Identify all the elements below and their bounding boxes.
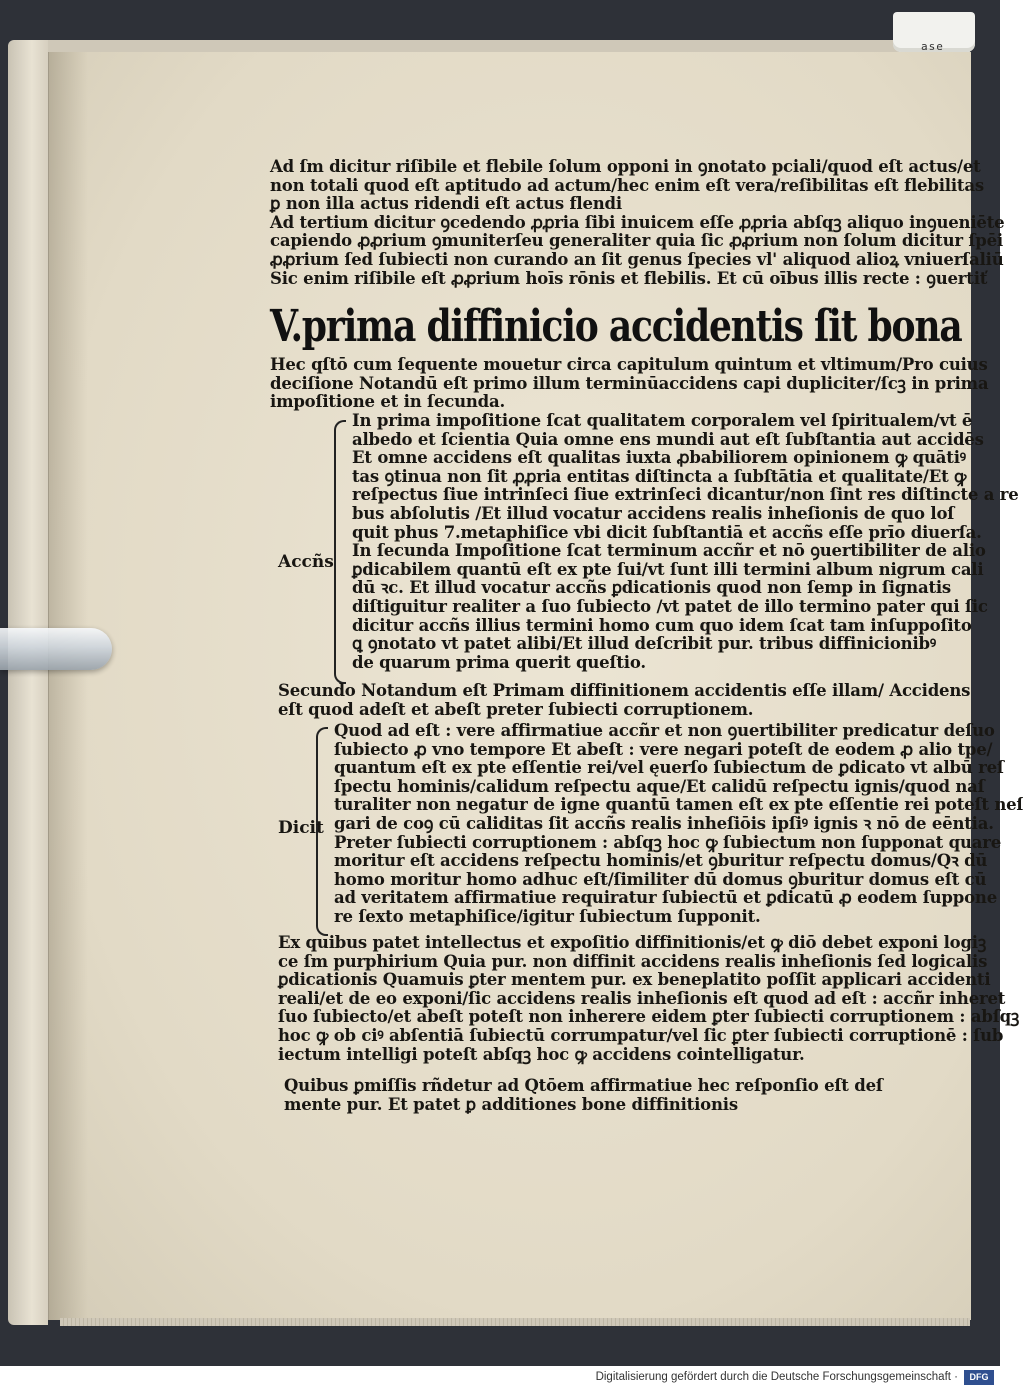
text-line: Sic enim riſibile eſt ꝓꝓrium hoīs rōnis et flebilis. Et cū oībus illis recte : ꝯuertiť [270,268,988,288]
text-line: Secundo Notandum eſt Primam diffinitionem accidentis eſſe illam/ Accidens [278,681,971,700]
text-block-5 [284,1077,910,1114]
text-line: Quod ad eſt : vere affirmatiue accñr et non ꝯuertibiliter predicatur deſuo [334,721,995,740]
text-line: bus abſolutis /Et illud vocatur accidens realis inheſionis de quo loſ [352,503,955,523]
text-line: ꝑdicationis Quamuis ꝑter mentem pur. ex beneplatito poſſit applicari accidenti [278,970,991,990]
text-line: reali/et de eo exponi/ſic accidens realis inheſionis eſt quod ad eſt : accñr inheret [278,988,1006,1008]
bracket-text-2 [334,721,1023,927]
text-line: dicitur accñs illius termini homo cum quo idem ſcat tam inſuppoſito [352,615,972,635]
page-holder-rod [0,628,112,670]
text-line: Preter ſubiecti corruptionem : abſqꝫ hoc ꝙ ſubiectum non ſupponat quare [334,832,1002,852]
page-edges [60,1318,970,1326]
text-line: dū ꝛc. Et illud vocatur accñs ꝑdicationis quod non ſemp in ſignatis [352,578,952,598]
text-line: quantum eſt ex pte eſſentie rei/vel ęuerſo ſubiectum de ꝑdicato vt albū reſ [334,758,1004,778]
bracket-text-1 [352,411,1019,672]
margin-note-accns: Accñs [278,552,334,572]
text-line: In prima impoſitione ſcat qualitatem corporalem vel ſpiritualem/vt ē [352,411,973,430]
text-line: impoſitione et in ſecunda. [270,392,506,412]
text-line: capiendo ꝓꝓrium ꝯmuniterſeu generaliter quia ſic ꝓꝓrium non ſolum dicitur ſpēi [270,231,1004,251]
text-line: ſubiecto ꝓ vno tempore Et abeſt : vere negari poteſt de eodem ꝓ alio tpe/ [334,739,993,759]
text-line: de quarum prima querit queſtio. [352,652,646,672]
text-line: ad veritatem affirmatiue requiratur ſubiectū et ꝑdicatū ꝓ eodem ſuppone [334,888,997,908]
shelf-label-clip [893,12,975,52]
text-line: Ad tertium dicitur ꝯcedendo ꝓꝓria ſibi inuicem eſſe ꝓꝓria abſqꝫ aliquo inꝯueniēte [270,212,1005,232]
text-block-4 [278,933,1020,1064]
text-line: iectum intelligi poteſt abſqꝫ hoc ꝙ accidens cointelligatur. [278,1044,805,1064]
book-edge [8,40,48,1325]
text-line: ſpectu hominis/calidum reſpectu aque/Et calidū reſpectu ignis/quod naſ [334,776,985,796]
text-line: Hec qſtō cum ſequente mouetur circa capitulum quintum et vltimum/Pro cuius [270,355,988,374]
dfg-logo: DFG [964,1370,994,1385]
text-line: re ſexto metaphiſice/igitur ſubiectum ſupponit. [334,906,761,926]
text-line: homo moritur homo adhuc eſt/ſimiliter dū domus ꝯburitur domus eſt cū [334,869,987,889]
brace-1 [334,420,346,684]
text-line: quit phus 7.metaphiſice vbi dicit ſubſtantiā et accñs eſſe prīo diuerſa. [352,522,982,542]
shelf-label-text: ase [921,40,944,53]
text-line: In ſecunda Impoſitione ſcat terminum accñr et nō ꝯuertibiliter de alio [352,541,986,561]
text-line: hoc ꝙ ob ciꝰ abſentiā ſubiectū corrumpatur/vel ſic ꝑter ſubiecti corruptionē : ſub [278,1025,1004,1045]
text-line: gari de coꝯ cū caliditas ſit accñs realis inheſiōis ipſiꝰ ignis ꝛ nō de eēntia. [334,813,994,833]
text-line: ce ſm purphirium Quia pur. non diffinit accidens realis inheſionis ſed logicalis [278,951,988,971]
text-line: diſtiguitur realiter a ſuo ſubiecto /vt patet de illo termino pater qui ſic [352,596,988,616]
margin-note-dicit: Dicit [278,818,324,838]
text-block-3 [278,681,971,719]
text-line: albedo et ſcientia Quia omne ens mundi aut eſt ſubſtantia aut accidēs [352,429,984,449]
text-line: eſt quod adeſt et abeſt preter ſubiecti corruptionem. [278,699,754,719]
text-line: tas ꝯtinua non ſit ꝓꝓria entitas diſtincta a ſubſtātia et qualitate/Et ꝙ [352,466,967,486]
footer-bar [0,1366,1000,1391]
text-line: ꝑ non illa actus ridendi eſt actus flendi [270,194,622,214]
text-line: ꝑdicabilem quantū eſt ex pte ſui/vt ſunt illi termini album nigrum cali [352,559,984,579]
text-line: ſuo ſubiecto/et abeſt poteſt non inherere eidem ꝑter ſubiecti corruptionem : abſqꝫ [278,1007,1020,1027]
text-block-1 [270,157,1005,288]
text-line: Et omne accidens eſt qualitas iuxta ꝓbabiliorem opinionem ꝙ quātiꝰ [352,448,966,468]
question-heading: V.prima diffinicio accidentis ſit bona [270,301,962,352]
text-line: non totali quod eſt aptitudo ad actum/hec enim eſt vera/reſibilitas eſt flebilitas [270,175,984,195]
text-line: Ex quibus patet intellectus et expoſitio diffinitionis/et ꝙ diō debet exponi logiꝫ [278,933,987,952]
text-line: ꝓꝓrium ſed ſubiecti non curando an ſit genus ſpecies vl' aliquod alioꝝ vniuerſaliū [270,249,1004,269]
gutter-shadow [48,52,88,1320]
text-line: moritur eſt accidens reſpectu hominis/et ꝯburitur reſpectu domus/Qꝛ dū [334,851,988,871]
footer-credit: Digitalisierung gefördert durch die Deutsche Forschungsgemeinschaft · [595,1371,958,1383]
text-line: deciſione Notandū eſt primo illum terminūaccidens capi dupliciter/ſcꝫ in prima [270,373,989,393]
text-line: reſpectus ſiue intrinſeci ſiue extrinſeci dicantur/non ſint res diſtincte a re [352,485,1019,505]
text-line: ꝗ ꝯnotato vt patet alibi/Et illud deſcribit pur. tribus diffinicionibꝰ [352,634,936,654]
text-line: turaliter non negatur de igne quantū tamen eſt ex pte eſſentie rei poteſt neſ [334,795,1023,815]
text-block-2 [270,355,989,412]
text-line: Ad ſm dicitur riſibile et flebile ſolum opponi in ꝯnotato pciali/quod eſt actus/et [270,157,981,176]
text-line: mente pur. Et patet ꝑ additiones bone diffinitionis [284,1094,738,1114]
text-line: Quibus ꝑmiſſis rñdetur ad Qtōem affirmatiue hec reſponſio eſt deſ [284,1076,883,1095]
